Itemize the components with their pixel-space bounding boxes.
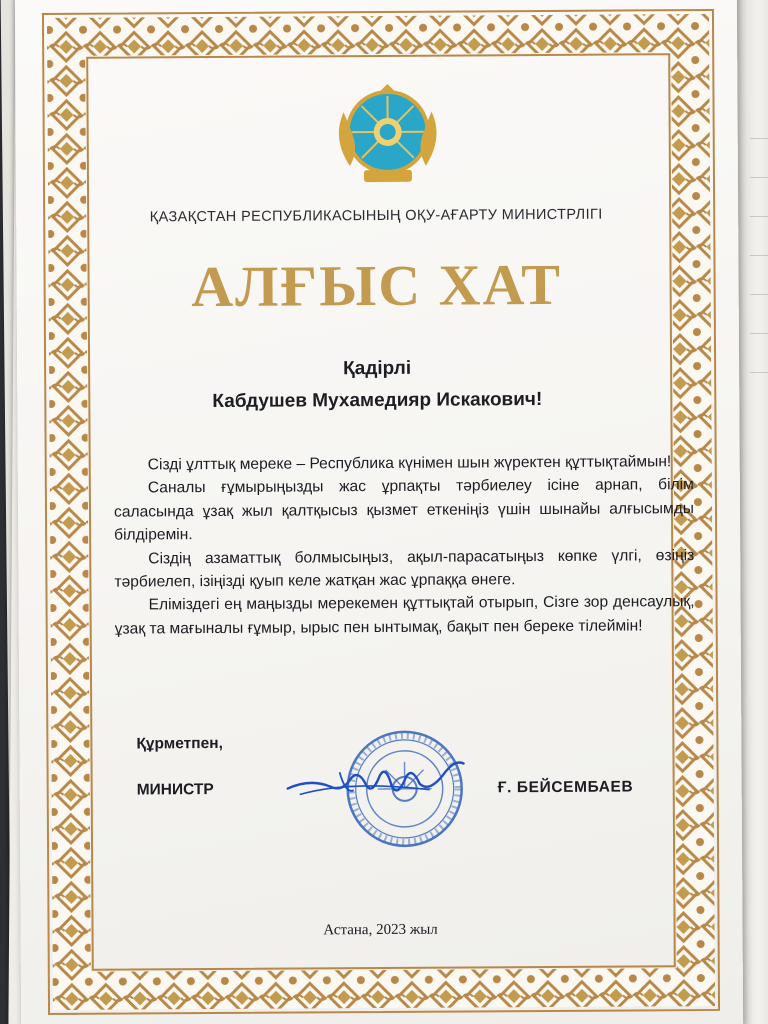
signer-name: Ғ. БЕЙСЕМБАЕВ	[497, 778, 634, 797]
salutation-greeting: Қадірлі	[343, 357, 412, 380]
certificate-content	[15, 0, 743, 1024]
certificate-sheet	[15, 0, 743, 1024]
recipient-name: Кабдушев Мухамедияр Искакович!	[212, 389, 543, 413]
letter-paragraph: Сізді ұлттық мереке – Республика күнімен шын жүректен құттықтаймын!	[147, 453, 672, 474]
place-and-date: Астана, 2023 жыл	[323, 921, 438, 939]
document-title: АЛҒЫС ХАТ	[191, 251, 563, 320]
letter-paragraph: Сіздің азаматтық болмысыңыз, ақыл-парасатыңыз көпке үлгі, өзіңіз тәрбиелеп, ізіңізді қуып келе жатқан жас ұрпаққа өнеге.	[114, 546, 695, 591]
letter-paragraph: Еліміздегі ең маңызды мерекемен құттықтай отырып, Сізге зор денсаулық, ұзақ та мағыналы ғұмыр, ырыс пен ынтымақ, бақыт пен береке тілеймін!	[114, 593, 695, 638]
handwritten-signature-icon	[279, 749, 469, 810]
ministry-name: ҚАЗАҚСТАН РЕСПУБЛИКАСЫНЫҢ ОҚУ-АҒАРТУ МИНИСТРЛІГІ	[149, 206, 603, 226]
letter-body	[114, 450, 695, 641]
kazakhstan-state-emblem-icon	[323, 82, 452, 193]
side-paper-lines	[750, 100, 768, 400]
signer-position: МИНИСТР	[136, 781, 214, 799]
closing-phrase: Құрметпен,	[136, 734, 223, 753]
letter-paragraph: Саналы ғұмырыңызды жас ұрпақты тәрбиелеу ісіне арнап, білім саласында ұзақ жыл қалтқысыз қызмет еткеніңіз үшін шынайы алғысымды білдіремін.	[113, 476, 695, 544]
